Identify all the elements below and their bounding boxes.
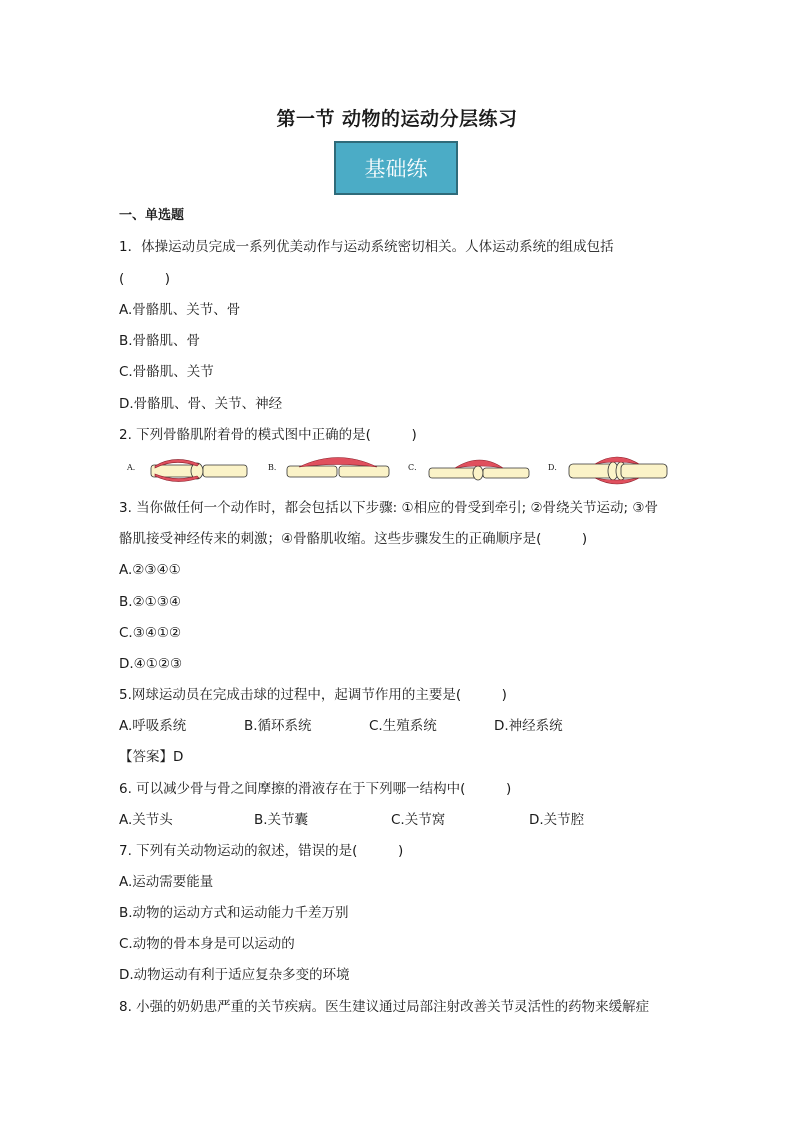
- q1-option-d: D.骨骼肌、骨、关节、神经: [119, 396, 283, 412]
- page-title: 第一节 动物的运动分层练习: [276, 108, 518, 130]
- q6-options: [119, 811, 679, 829]
- q7-option-b: B.动物的运动方式和运动能力千差万别: [119, 905, 349, 921]
- section-heading: 一、单选题: [119, 208, 185, 223]
- figure-label-b: B．: [268, 463, 282, 472]
- figure-a-diagram: [145, 452, 255, 486]
- q8-stem: 8. 小强的奶奶患严重的关节疾病。医生建议通过局部注射改善关节灵活性的药物来缓解症: [119, 999, 650, 1015]
- figure-b-diagram: [283, 452, 393, 486]
- q5-answer: 【答案】D: [119, 749, 184, 765]
- q1-option-c: C.骨骼肌、关节: [119, 364, 214, 380]
- q2-stem: 2. 下列骨骼肌附着骨的模式图中正确的是( ): [119, 427, 417, 443]
- q7-stem: 7. 下列有关动物运动的叙述，错误的是( ): [119, 843, 404, 859]
- figure-label-a: A．: [127, 463, 141, 472]
- muscle-bone-figure: [125, 452, 665, 486]
- q3-stem-line1: 3. 当你做任何一个动作时，都会包括以下步骤: ①相应的骨受到牵引; ②骨绕关节运动; ③骨: [119, 500, 658, 516]
- q3-option-c: C.③④①②: [119, 625, 182, 641]
- q5-stem: 5.网球运动员在完成击球的过程中，起调节作用的主要是( ): [119, 687, 507, 703]
- q1-option-a: A.骨骼肌、关节、骨: [119, 302, 241, 318]
- q7-option-a: A.运动需要能量: [119, 874, 214, 890]
- q6-stem: 6. 可以减少骨与骨之间摩擦的滑液存在于下列哪一结构中( ): [119, 781, 512, 797]
- q3-option-a: A.②③④①: [119, 562, 181, 578]
- figure-label-d: D．: [548, 463, 563, 472]
- q3-option-d: D.④①②③: [119, 656, 183, 672]
- q5-option-c: C.生殖系统: [369, 718, 437, 734]
- q5-option-d: D.神经系统: [494, 718, 563, 734]
- q7-option-c: C.动物的骨本身是可以运动的: [119, 936, 295, 952]
- q5-options: [119, 717, 679, 735]
- level-badge: 基础练: [334, 141, 458, 195]
- q1-paren: ( ): [119, 271, 171, 287]
- q3-option-b: B.②①③④: [119, 594, 181, 610]
- q7-option-d: D.动物运动有利于适应复杂多变的环境: [119, 967, 350, 983]
- q6-option-a: A.关节头: [119, 812, 173, 828]
- figure-label-c: C．: [408, 463, 423, 472]
- q1-stem: 1．体操运动员完成一系列优美动作与运动系统密切相关。人体运动系统的组成包括: [119, 239, 614, 255]
- q6-option-b: B.关节囊: [254, 812, 309, 828]
- q5-option-a: A.呼吸系统: [119, 718, 187, 734]
- q6-option-c: C.关节窝: [391, 812, 446, 828]
- figure-c-diagram: [425, 452, 535, 486]
- q5-option-b: B.循环系统: [244, 718, 312, 734]
- figure-d-diagram: [565, 452, 675, 486]
- q6-option-d: D.关节腔: [529, 812, 585, 828]
- q1-option-b: B.骨骼肌、骨: [119, 333, 201, 349]
- q3-stem-line2: 骼肌接受神经传来的刺激；④骨骼肌收缩。这些步骤发生的正确顺序是( ): [119, 531, 588, 547]
